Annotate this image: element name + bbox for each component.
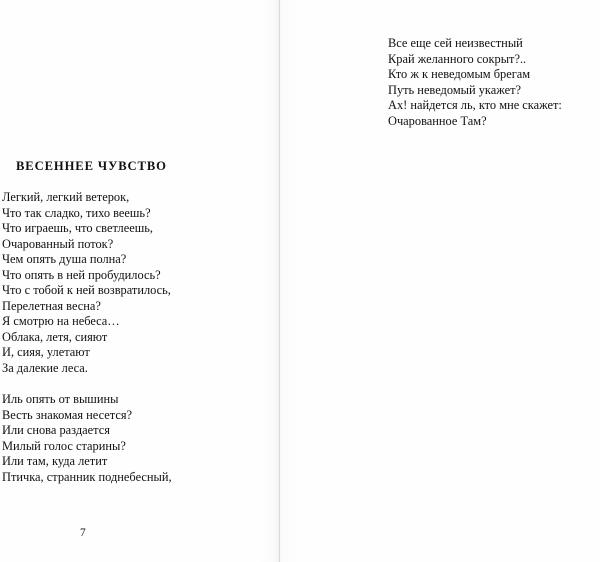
verse-line: Птичка, странник поднебесный, xyxy=(2,469,172,484)
verse-line: Перелетная весна? xyxy=(2,298,101,313)
verse-line: Ах! найдется ль, кто мне скажет: xyxy=(388,98,562,113)
verse-line: Весть знакомая несется? xyxy=(2,407,133,422)
right-page-verse-block xyxy=(388,36,562,129)
page-number: 7 xyxy=(80,527,86,539)
verse-line: Иль опять от вышины xyxy=(2,392,119,407)
stanza-break xyxy=(2,377,172,393)
verse-line: Или там, куда летит xyxy=(2,454,108,469)
verse-line: Что с тобой к ней возвратилось, xyxy=(2,283,171,298)
verse-line: Очарованное Там? xyxy=(388,113,487,128)
verse-line: Милый голос старины? xyxy=(2,438,126,453)
verse-line: Очарованный поток? xyxy=(2,236,114,251)
left-page-verse-block xyxy=(2,190,172,485)
poem-title: ВЕСЕННЕЕ ЧУВСТВО xyxy=(16,159,167,173)
verse-line: Я смотрю на небеса… xyxy=(2,314,120,329)
verse-line: Или снова раздается xyxy=(2,423,110,438)
verse-line: Путь неведомый укажет? xyxy=(388,82,522,97)
verse-line: Что опять в ней пробудилось? xyxy=(2,267,161,282)
verse-line: И, сияя, улетают xyxy=(2,345,90,360)
verse-line: Что играешь, что светлеешь, xyxy=(2,221,154,236)
verse-line: Легкий, легкий ветерок, xyxy=(2,190,130,204)
verse-line: За далекие леса. xyxy=(2,361,88,376)
verse-line: Чем опять душа полна? xyxy=(2,252,127,267)
verse-line: Облака, летя, сияют xyxy=(2,329,108,344)
verse-line: Край желанного сокрыт?.. xyxy=(388,51,527,66)
verse-line: Все еще сей неизвестный xyxy=(388,36,523,50)
verse-line: Кто ж к неведомым брегам xyxy=(388,67,531,82)
verse-line: Что так сладко, тихо веешь? xyxy=(2,205,151,220)
